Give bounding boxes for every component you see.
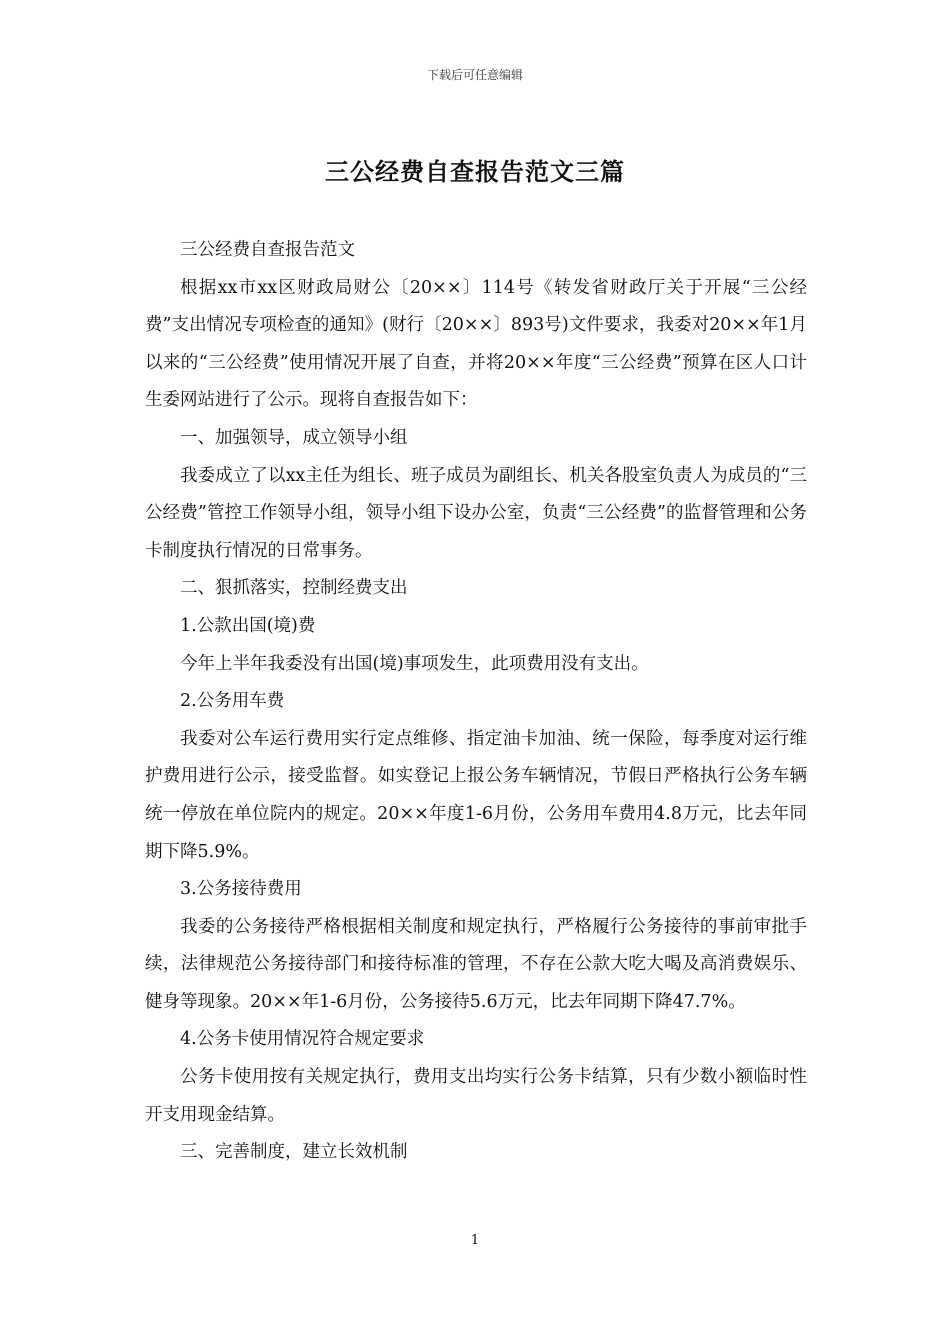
body-paragraph: 我委成立了以xx主任为组长、班子成员为副组长、机关各股室负责人为成员的“三公经费”管控工作领导小组，领导小组下设办公室，负责“三公经费”的监督管理和公务卡制度执行情况的日常事务。 <box>145 465 807 561</box>
section-heading-2: 二、狠抓落实，控制经费支出 <box>180 578 408 599</box>
body-paragraph: 公务卡使用按有关规定执行，费用支出均实行公务卡结算，只有少数小额临时性开支用现金结算。 <box>145 1067 807 1125</box>
intro-paragraph: 根据xx市xx区财政局财公〔20××〕114号《转发省财政厅关于开展“三公经费”支出情况专项检查的通知》(财行〔20××〕893号)文件要求，我委对20××年1月以来的“三公经费”使用情况开展了自查，并将20××年度“三公经费”预算在区人口计生委网站进行了公示。现将自查报告如下： <box>145 277 807 411</box>
section-heading-1: 一、加强领导，成立领导小组 <box>180 427 408 448</box>
body-paragraph: 我委对公车运行费用实行定点维修、指定油卡加油、统一保险，每季度对运行维护费用进行公示，接受监督。如实登记上报公务车辆情况，节假日严格执行公务车辆统一停放在单位院内的规定。20××年度1-6月份，公务用车费用4.8万元，比去年同期下降5.9%。 <box>145 728 807 862</box>
subheading-3: 3.公务接待费用 <box>180 879 302 900</box>
subheading-1: 1.公款出国(境)费 <box>180 615 316 636</box>
body-paragraph: 今年上半年我委没有出国(境)事项发生，此项费用没有支出。 <box>180 653 649 674</box>
header-note: 下载后可任意编辑 <box>426 68 523 82</box>
subheading-4: 4.公务卡使用情况符合规定要求 <box>180 1029 425 1050</box>
page-number: 1 <box>470 1233 480 1248</box>
document-title: 三公经费自查报告范文三篇 <box>325 157 625 186</box>
section-heading-3: 三、完善制度，建立长效机制 <box>180 1142 408 1163</box>
subheading-2: 2.公务用车费 <box>180 691 285 712</box>
subtitle-paragraph: 三公经费自查报告范文 <box>180 240 355 260</box>
body-paragraph: 我委的公务接待严格根据相关制度和规定执行，严格履行公务接待的事前审批手续，法律规范公务接待部门和接待标准的管理，不存在公款大吃大喝及高消费娱乐、健身等现象。20××年1-6月份，公务接待5.6万元，比去年同期下降47.7%。 <box>145 916 807 1012</box>
document-body <box>145 232 807 1172</box>
